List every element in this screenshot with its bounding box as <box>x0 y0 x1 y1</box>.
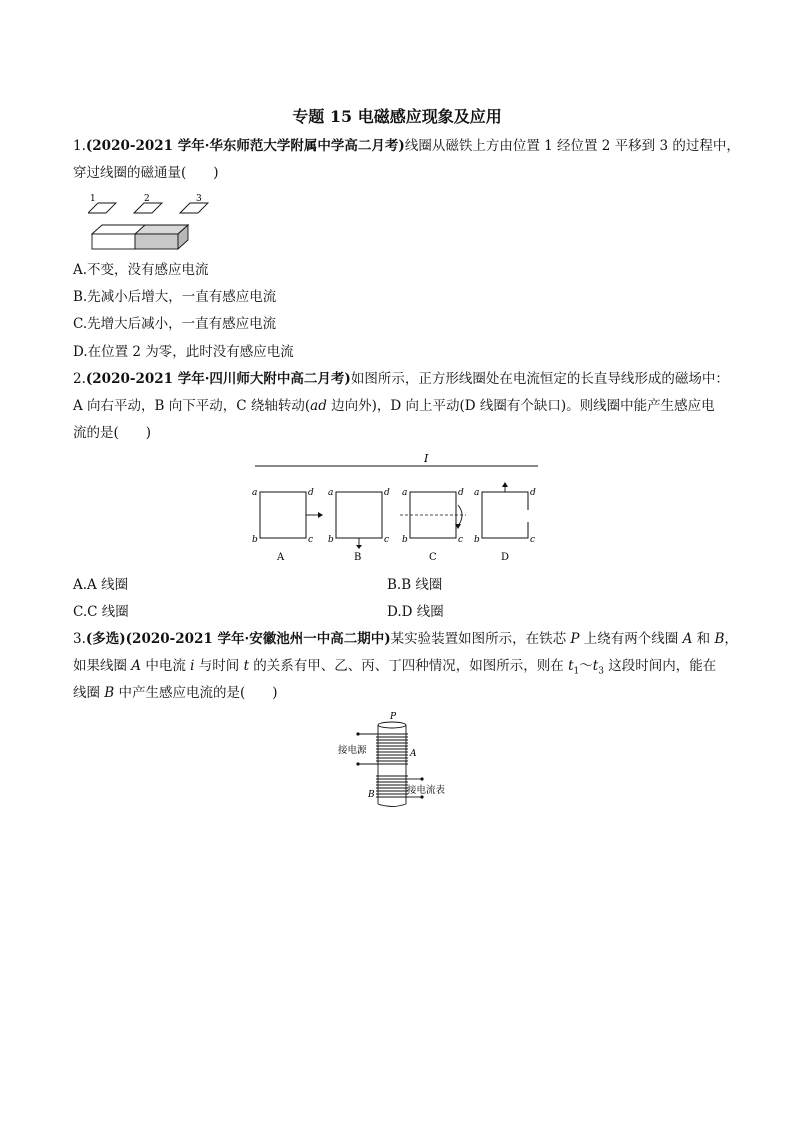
q2-text-2a: A 向右平动，B 向下平动，C 绕轴转动( <box>73 398 311 414</box>
coil-c-rotation-arrow <box>458 505 462 526</box>
coil-a-label-a: a <box>252 488 258 498</box>
coil-label-2: 2 <box>144 194 150 204</box>
coil-b-label-a: a <box>328 488 334 498</box>
meter-terminal-1 <box>420 777 423 780</box>
q2-source: (2020-2021 学年·四川师大附中高二月考) <box>85 371 351 387</box>
page-title: 专题 15 电磁感应现象及应用 <box>292 107 502 126</box>
label-coil-b: B <box>368 790 375 800</box>
q2-text-2b: ad <box>310 398 327 414</box>
q2-line-1 <box>73 369 729 389</box>
power-terminal-2 <box>356 762 359 765</box>
q2-option-d: D.D 线圈 <box>387 604 444 620</box>
coil-b-arrowhead <box>356 545 362 549</box>
q3-l2i: ～ <box>579 658 593 674</box>
coil-c-label-d: d <box>458 488 464 498</box>
q3-l1c: 上绕有两个线圈 <box>579 631 683 647</box>
coil-d-label-d: d <box>530 488 536 498</box>
coil-c-label-c: c <box>458 535 464 545</box>
coil-b <box>336 492 382 538</box>
current-label: I <box>424 452 429 465</box>
q3-multi: (多选) <box>85 631 126 647</box>
q1-number: 1. <box>73 138 86 154</box>
q3-l2h: t <box>568 658 574 674</box>
q3-l2e: 与时间 <box>194 658 244 674</box>
q2-text-3: 流的是( ) <box>73 425 152 441</box>
q2-option-a: A.A 线圈 <box>73 577 129 593</box>
q3-number: 3. <box>73 631 86 647</box>
coil-a-label-d: d <box>308 488 314 498</box>
label-ammeter: 接电流表 <box>407 785 446 796</box>
coil-position-3 <box>180 203 208 213</box>
coil-b-label-d: d <box>384 488 390 498</box>
q3-line-3 <box>73 683 278 703</box>
coil-c-name: C <box>429 552 437 563</box>
q3-l1f: B <box>714 631 725 647</box>
coil-c-label-a: a <box>402 488 408 498</box>
coil-position-1 <box>88 203 116 213</box>
q1-text-1: 线圈从磁铁上方由位置 1 经位置 2 平移到 3 的过程中， <box>404 138 740 154</box>
q3-l3b: B <box>104 685 115 701</box>
label-power: 接电源 <box>338 745 367 756</box>
q1-text-2: 穿过线圈的磁通量( ) <box>73 165 219 181</box>
coil-label-3: 3 <box>196 194 202 204</box>
q3-l1e: 和 <box>692 631 715 647</box>
q1-option-a: A.不变，没有感应电流 <box>73 262 209 278</box>
magnet-north-half <box>92 234 135 249</box>
q3-l1a: 某实验装置如图所示，在铁芯 <box>390 631 571 647</box>
q1-option-d: D.在位置 2 为零，此时没有感应电流 <box>73 344 294 360</box>
q1-source: (2020-2021 学年·华东师范大学附属中学高二月考) <box>85 138 405 154</box>
q2-text-2c: 边向外)，D 向上平动(D 线圈有个缺口)。则线圈中能产生感应电 <box>326 398 715 414</box>
q3-l2h-sub: 1 <box>573 666 580 677</box>
label-coil-a: A <box>410 749 417 759</box>
q3-l2c: 中电流 <box>141 658 191 674</box>
q3-l2g: 的关系有甲、乙、丙、丁四种情况，如图所示，则在 <box>249 658 569 674</box>
coil-b-name: B <box>354 552 362 563</box>
coil-a <box>260 492 306 538</box>
q3-l2b: A <box>131 658 142 674</box>
q3-l3c: 中产生感应电流的是( ) <box>114 685 278 701</box>
coil-d-label-c: c <box>530 535 536 545</box>
power-terminal-1 <box>356 732 359 735</box>
q1-option-b: B.先减小后增大，一直有感应电流 <box>73 289 277 305</box>
coil-label-1: 1 <box>90 194 96 204</box>
q3-l1g: ， <box>724 631 738 647</box>
coil-a-label-c: c <box>308 535 314 545</box>
core-bottom <box>378 804 406 807</box>
core-top <box>378 722 406 728</box>
q3-iron-core-figure <box>335 708 465 813</box>
label-p: P <box>390 712 397 722</box>
q3-l2a: 如果线圈 <box>73 658 132 674</box>
coil-d-name: D <box>501 552 510 563</box>
coil-d-arrowhead <box>502 482 508 487</box>
q2-line-2 <box>73 396 715 416</box>
coil-b-label-c: c <box>384 535 390 545</box>
q2-number: 2. <box>73 371 86 387</box>
coil-a-name: A <box>277 552 285 563</box>
magnet-south-half <box>135 234 178 249</box>
q3-l1b: P <box>570 631 580 647</box>
coil-d <box>482 492 528 538</box>
q2-option-c: C.C 线圈 <box>73 604 129 620</box>
q3-l2f: t <box>243 658 249 674</box>
q3-l2k: 这段时间内，能在 <box>603 658 717 674</box>
coil-b-label-b: b <box>328 535 334 545</box>
coil-d-label-b: b <box>474 535 480 545</box>
coil-a-arrowhead <box>318 512 323 518</box>
coil-d-label-a: a <box>474 488 480 498</box>
coil-position-2 <box>134 203 162 213</box>
coil-b-windings <box>376 776 408 797</box>
q2-option-b: B.B 线圈 <box>387 577 443 593</box>
q1-magnet-figure <box>88 192 218 254</box>
q3-l2j-sub: 3 <box>598 666 604 677</box>
coil-a-label-b: b <box>252 535 258 545</box>
q3-l2d: i <box>190 658 195 674</box>
q3-line-1 <box>73 629 738 649</box>
q3-l1d: A <box>682 631 693 647</box>
coil-c-label-b: b <box>402 535 408 545</box>
q1-line-1 <box>73 136 740 156</box>
q1-option-c: C.先增大后减小，一直有感应电流 <box>73 316 277 332</box>
q3-line-2 <box>73 656 716 682</box>
q3-l2j: t <box>592 658 599 674</box>
coil-a-windings <box>376 734 408 764</box>
q2-text-1: 如图所示，正方形线圈处在电流恒定的长直导线形成的磁场中： <box>350 371 729 387</box>
q3-source: (2020-2021 学年·安徽池州一中高二期中) <box>125 631 391 647</box>
q2-coils-figure <box>250 450 545 565</box>
q3-l3a: 线圈 <box>73 685 105 701</box>
